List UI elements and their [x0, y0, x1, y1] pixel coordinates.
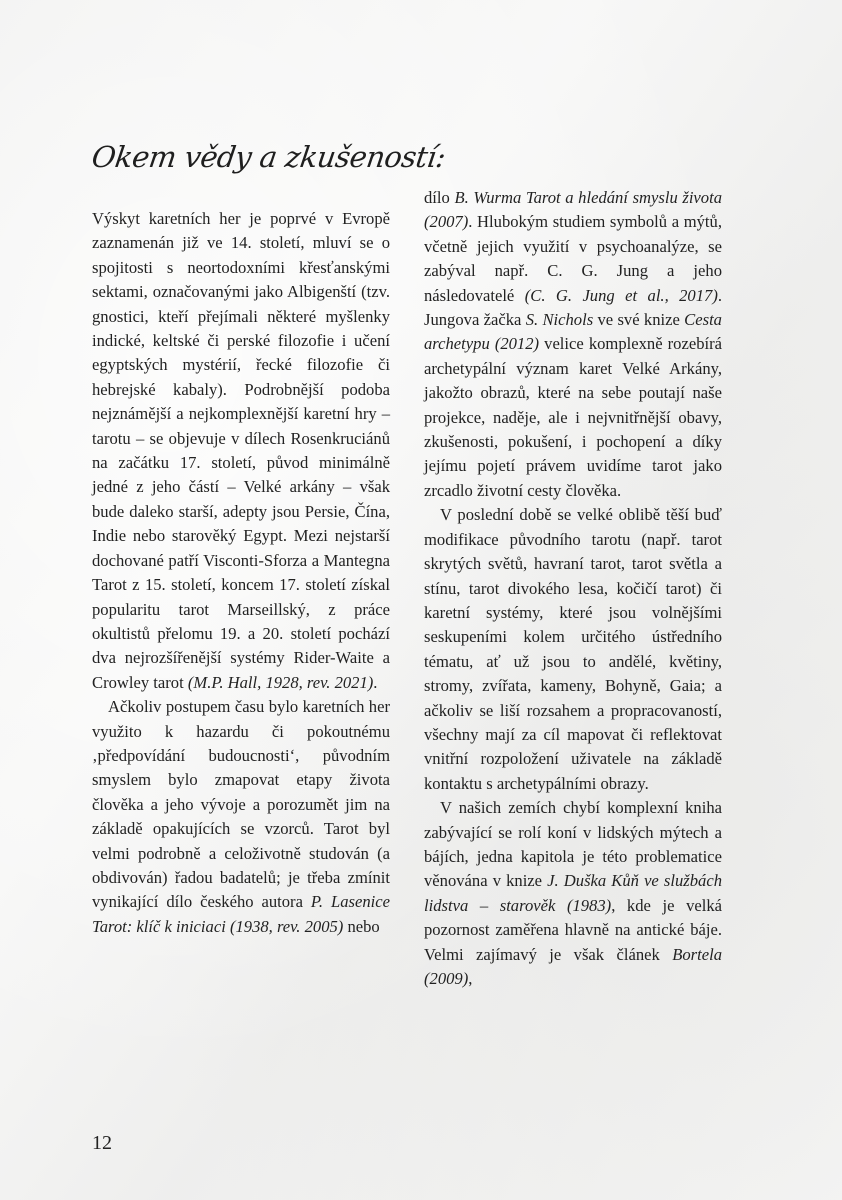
text-run: Výskyt karetních her je poprvé v Evropě zaznamenán již ve 14. století, mluví se o spojitosti s neortodoxními křesťanskými sektami, označovanými jako Albigenští (tzv. gnostici, kteří přejímali některé myšlenky indické, keltské či perské filozofie i učení egyptských mystérií, řecké filozofie či hebrejské kabaly). Podrobnější podoba nejznámější a nejkomplexnější karetní hry – tarotu – se objevuje v dílech Rosenkruciánů na začátku 17. století, původ minimálně jedné z jeho částí – Velké arkány – však bude daleko starší, adepty jsou Persie, Čína, Indie nebo starověký Egypt. Mezi nejstarší dochované patří Visconti-Sforza a Mantegna Tarot z 15. století, koncem 17. století získal popularitu tarot Marseillský, z práce okultistů přelomu 19. a 20. století pochází dva nejrozšířenější systémy Rider-Waite a Crowley tarot	[92, 209, 390, 692]
paragraph	[424, 503, 722, 796]
left-text-column	[92, 207, 390, 939]
text-run: . Hlubokým studiem symbolů a mýtů, včetně jejich využití v psychoanalýze, se zabýval např. C. G. Jung a jeho následovatelé	[424, 212, 722, 305]
citation: (C. G. Jung et al., 2017)	[524, 285, 718, 305]
text-run: ve své knize	[593, 310, 685, 330]
paragraph	[92, 207, 390, 695]
citation: S. Nichols	[525, 310, 594, 330]
citation: Bortela (2009)	[424, 944, 722, 988]
text-run: V poslední době se velké oblibě těší buď modifikace původního tarotu (např. tarot skrytých světů, havraní tarot, tarot světla a stínu, tarot divokého lesa, kočičí tarot) či karetní systémy, které jsou volnějšími seskupeními kolem určitého ústředního tématu, ať už jsou to andělé, květiny, stromy, zvířata, kameny, Bohyně, Gaia; a ačkoliv se liší rozsahem a propracovaností, všechny mají za cíl mapovat či reflektovat vnitřní rozpoložení uživatele na základě kontaktu s archetypálními obrazy.	[424, 505, 722, 793]
section-heading: Okem vědy a zkušeností:	[89, 140, 448, 174]
citation: (M.P. Hall, 1928, rev. 2021)	[187, 672, 374, 692]
citation: J. Duška Kůň ve službách lidstva – starověk (1983)	[424, 871, 722, 915]
citation: B. Wurma Tarot a hledání smyslu života (2007)	[424, 188, 722, 232]
right-text-column	[424, 186, 722, 991]
text-run: dílo	[424, 188, 455, 207]
citation: P. Lasenice Tarot: klíč k iniciaci (1938, rev. 2005)	[92, 892, 391, 936]
text-run: velice komplexně rozebírá archetypální význam karet Velké Arkány, jakožto obrazů, které na sebe poutají naše projekce, naděje, ale i nejvnitřnější obavy, zkušenosti, pokušení, i pochopení a díky jejímu pojetí právem uvidíme tarot jako zrcadlo životní cesty člověka.	[424, 334, 722, 500]
page-number: 12	[92, 1132, 112, 1154]
paragraph	[424, 186, 722, 503]
text-run: Ačkoliv postupem času bylo karetních her využito k hazardu či pokoutnému ‚předpovídání budoucnosti‘, původním smyslem bylo zmapovat etapy života člověka a jeho vývoje a porozumět jim na základě opakujících se vzorců. Tarot byl velmi podrobně a celoživotně studován (a obdivován) řadou badatelů; je třeba zmínit vynikající dílo českého autora	[92, 697, 390, 912]
text-run: nebo	[343, 916, 380, 936]
paragraph	[92, 695, 390, 939]
text-run: . Jungova žačka	[424, 285, 723, 330]
citation: Cesta archetypu (2012)	[424, 310, 722, 354]
paragraph	[424, 796, 722, 991]
text-run: V našich zemích chybí komplexní kniha zabývající se rolí koní v lidských mýtech a bájích, jedna kapitola je této problematice věnována v knize	[424, 798, 722, 891]
text-run: ,	[468, 969, 473, 988]
text-run: .	[373, 672, 378, 692]
text-run: , kde je velká pozornost zaměřena hlavně na antické báje. Velmi zajímavý je však článek	[424, 895, 723, 964]
